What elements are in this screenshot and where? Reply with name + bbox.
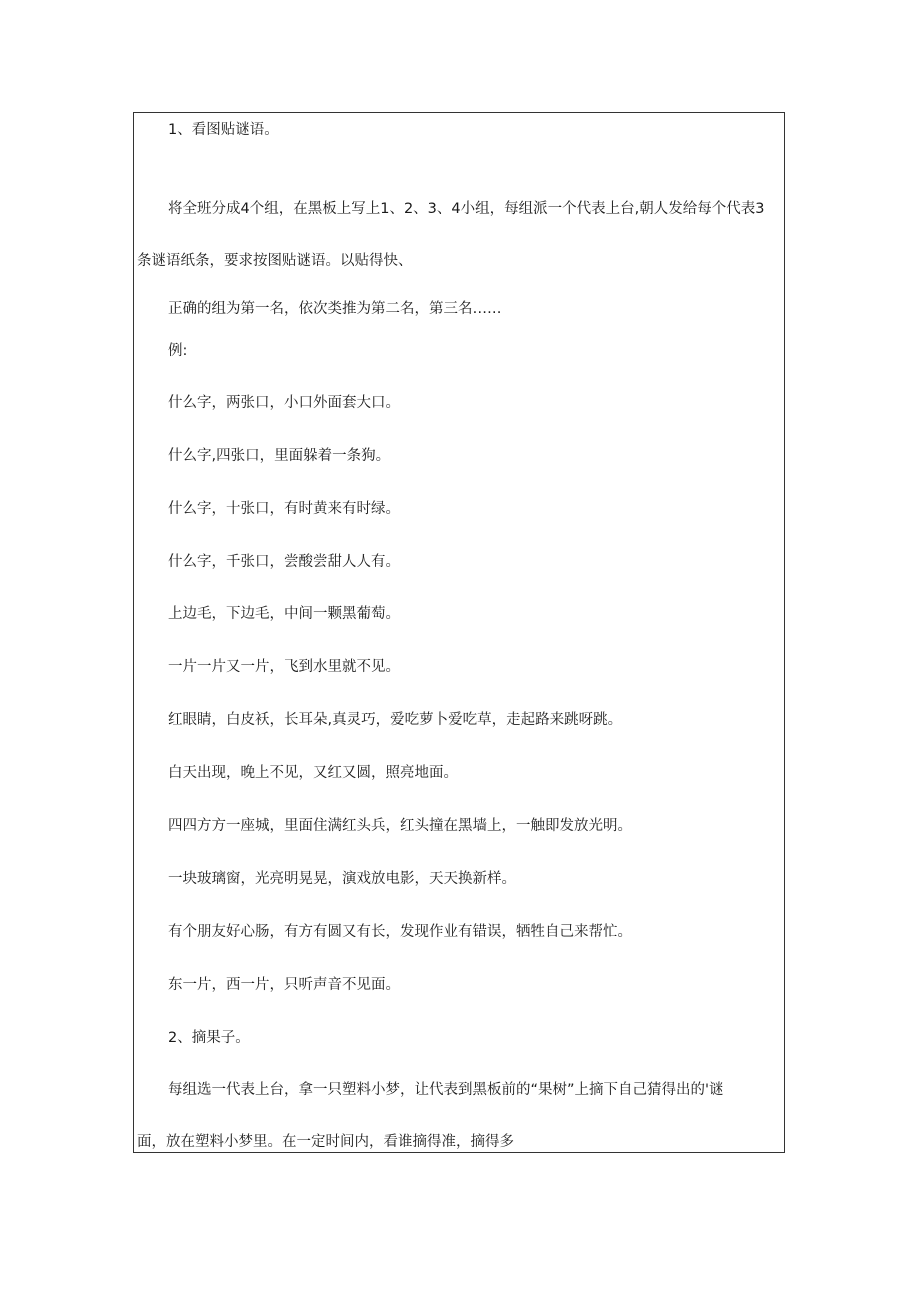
riddle-line: 有个朋友好心肠，有方有圆又有长，发现作业有错误，牺牲自己来帮忙。 <box>168 924 632 940</box>
paragraph-line: 将全班分成4个组，在黑板上写上1、2、3、4小组，每组派一个代表上台,朝人发给每个代表3 <box>168 201 765 217</box>
riddle-line: 上边毛，下边毛，中间一颗黑葡萄。 <box>168 606 400 622</box>
riddle-line: 一片一片又一片，飞到水里就不见。 <box>168 659 400 675</box>
riddle-line: 什么字，千张口，尝酸尝甜人人有。 <box>168 554 400 570</box>
paragraph-line: 正确的组为第一名，依次类推为第二名，第三名…… <box>168 301 502 317</box>
document-frame <box>133 112 785 1153</box>
riddle-line: 四四方方一座城，里面住满红头兵，红头撞在黑墙上，一触即发放光明。 <box>168 818 632 834</box>
paragraph-line: 条谜语纸条，要求按图贴谜语。以贴得快、 <box>137 253 413 269</box>
riddle-line: 什么字，两张口，小口外面套大口。 <box>168 395 400 411</box>
section-heading-2: 2、摘果子。 <box>168 1030 250 1046</box>
riddle-line: 东一片，西一片，只听声音不见面。 <box>168 977 400 993</box>
riddle-line: 白天出现，晚上不见，又红又圆，照亮地面。 <box>168 765 458 781</box>
paragraph-line: 每组选一代表上台，拿一只塑料小梦，让代表到黑板前的“果树”上摘下自己猜得出的'谜 <box>168 1082 724 1098</box>
riddle-line: 一块玻璃窗，光亮明晃晃，演戏放电影，天天换新样。 <box>168 871 516 887</box>
paragraph-line: 面，放在塑料小梦里。在一定时间内，看谁摘得准，摘得多 <box>137 1134 514 1150</box>
riddle-line: 什么字，十张口，有时黄来有时绿。 <box>168 501 400 517</box>
riddle-line: 什么字,四张口，里面躲着一条狗。 <box>168 448 391 464</box>
section-heading-1: 1、看图贴谜语。 <box>168 122 279 138</box>
riddle-line: 红眼睛，白皮袄，长耳朵,真灵巧，爱吃萝卜爱吃草，走起路来跳呀跳。 <box>168 712 623 728</box>
example-label: 例: <box>168 343 188 359</box>
